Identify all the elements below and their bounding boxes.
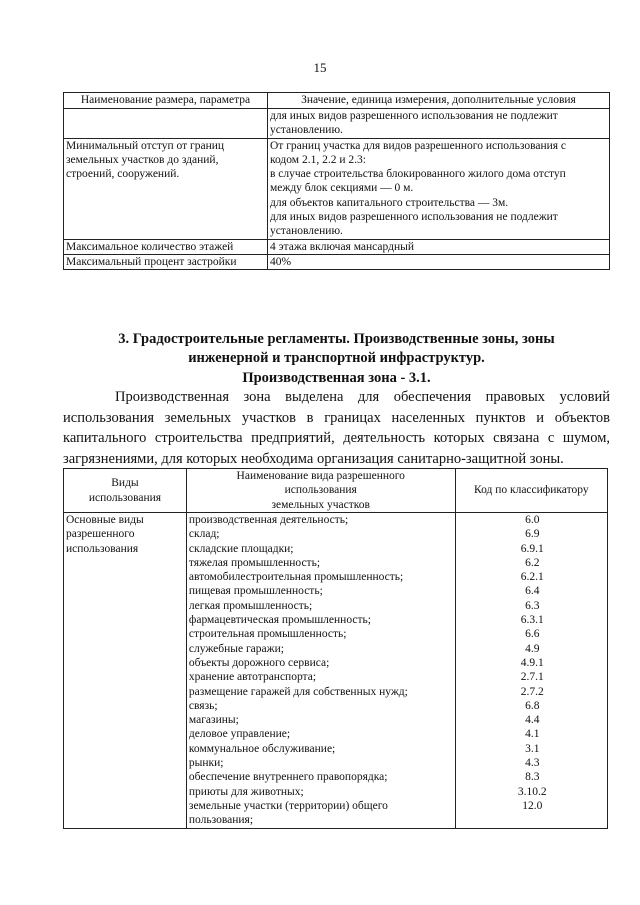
text-line: для иных видов разрешенного использования не подлежит [270, 211, 558, 224]
text-line: Основные виды [66, 514, 144, 526]
text-line: строений, сооружений. [66, 168, 180, 181]
cell-parameter: Максимальный процент застройки [64, 254, 268, 269]
use-item: деловое управление; [188, 728, 291, 741]
header-parameter-value: Значение, единица измерения, дополнительные условия [268, 93, 610, 109]
classifier-code: 4.9.1 [520, 656, 544, 669]
text-line: разрешенного [66, 528, 135, 541]
permitted-uses-table [63, 468, 608, 829]
table-row-max-floors [64, 239, 610, 254]
use-item: связь; [188, 699, 218, 712]
use-item: размещение гаражей для собственных нужд; [188, 685, 408, 698]
table-row-continuation [64, 109, 610, 139]
use-item: служебные гаражи; [188, 642, 284, 655]
use-item: тяжелая промышленность; [188, 556, 321, 569]
header-use-name [186, 469, 455, 513]
text-line: земельных участков до зданий, [66, 153, 219, 166]
use-item: склад; [188, 528, 220, 541]
header-parameter-name: Наименование размера, параметра [64, 93, 268, 109]
section-heading [63, 330, 610, 368]
heading-line: инженерной и транспортной инфраструктур. [188, 350, 485, 366]
parameters-table-header [64, 93, 610, 109]
classifier-code: 6.0 [525, 514, 540, 526]
zone-heading: Производственная зона - 3.1. [242, 370, 431, 386]
text-line: установлению. [270, 225, 343, 238]
use-item: складские площадки; [188, 542, 294, 555]
paragraph-line: Производственная зона выделена для обеспечения правовых условий [115, 389, 610, 405]
text-line: для объектов капитального строительства — 3м. [270, 196, 509, 209]
classifier-code: 8.3 [525, 771, 540, 784]
cell-parameter [64, 138, 268, 239]
classifier-code: 6.6 [525, 628, 540, 641]
use-item: пользования; [188, 814, 254, 827]
use-item: пищевая промышленность; [188, 585, 323, 598]
use-item: хранение автотранспорта; [188, 671, 317, 684]
use-item: коммунальное обслуживание; [188, 742, 336, 755]
table-row-max-coverage [64, 254, 610, 269]
use-item: земельные участки (территории) общего [188, 799, 388, 812]
paragraph-line: использования земельных участков в границах населенных пунктов и объектов [63, 409, 610, 426]
text-line: Минимальный отступ от границ [66, 139, 225, 152]
cell-parameter: Максимальное количество этажей [64, 239, 268, 254]
use-item: магазины; [188, 714, 239, 727]
cell-value: 4 этажа включая мансардный [268, 239, 610, 254]
text-line: использования [88, 491, 162, 504]
classifier-code: 6.3.1 [520, 614, 544, 627]
cell-category [64, 513, 187, 829]
permitted-uses-table-header [64, 469, 608, 513]
page-number: 15 [313, 60, 327, 75]
cell-value: 40% [268, 254, 610, 269]
classifier-code: 4.3 [525, 757, 540, 770]
text-line: Виды [111, 477, 139, 490]
use-item: объекты дорожного сервиса; [188, 656, 330, 669]
heading-line: 3. Градостроительные регламенты. Производственные зоны, зоны [118, 331, 555, 347]
classifier-code: 2.7.2 [520, 685, 544, 698]
text-line: От границ участка для видов разрешенного использования с [270, 139, 567, 152]
classifier-code: 3.10.2 [517, 785, 547, 798]
classifier-code: 4.9 [525, 642, 540, 655]
use-item: приюты для животных; [188, 785, 304, 798]
text-line: между блок секциями — 0 м. [270, 182, 414, 195]
classifier-code: 6.4 [525, 585, 540, 598]
parameters-table [63, 92, 610, 270]
cell-value [268, 138, 610, 239]
classifier-code: 4.4 [525, 714, 540, 727]
header-classifier-code: Код по классификатору [455, 469, 607, 513]
use-item: легкая промышленность; [188, 599, 313, 612]
text-line: земельных участков [271, 498, 370, 511]
table-row-min-setback [64, 138, 610, 239]
classifier-code: 6.9.1 [520, 542, 544, 555]
header-use-types [64, 469, 187, 513]
classifier-code [458, 813, 607, 827]
use-item: производственная деятельность; [188, 514, 349, 526]
zone-description-paragraph [63, 387, 610, 469]
paragraph-line: капитального строительства предприятий, деятельность которых связана с шумом, [63, 430, 610, 446]
text-line: в случае строительства блокированного жилого дома отступ [270, 168, 566, 181]
text-line: использования [66, 542, 139, 555]
text-line: Наименование вида разрешенного [236, 470, 405, 483]
use-item: фармацевтическая промышленность; [188, 614, 371, 627]
cell-value [268, 109, 610, 139]
classifier-code: 6.2.1 [520, 571, 544, 584]
cell-empty [64, 109, 268, 139]
classifier-code: 6.3 [525, 599, 540, 612]
classifier-code: 6.8 [525, 699, 540, 712]
cell-codes [455, 513, 607, 829]
use-item: строительная промышленность; [188, 628, 347, 641]
use-item: обеспечение внутреннего правопорядка; [188, 771, 388, 784]
classifier-code: 4.1 [525, 728, 540, 741]
text-line: для иных видов разрешенного использования не подлежит [270, 110, 558, 122]
table-row-main-uses [64, 513, 608, 829]
classifier-code: 3.1 [525, 742, 540, 755]
text-line: использования [284, 484, 357, 497]
cell-use-names [186, 513, 455, 829]
classifier-code: 6.9 [525, 528, 540, 541]
classifier-code: 2.7.1 [520, 671, 544, 684]
text-line: установлению. [270, 124, 343, 137]
use-item: автомобилестроительная промышленность; [188, 571, 404, 584]
text-line: кодом 2.1, 2.2 и 2.3: [270, 153, 366, 166]
classifier-code: 12.0 [522, 799, 543, 812]
use-item: рынки; [188, 757, 224, 770]
classifier-code: 6.2 [525, 556, 540, 569]
paragraph-line: загрязнениями, для которых необходима организация санитарно-защитной зоны. [63, 450, 564, 467]
